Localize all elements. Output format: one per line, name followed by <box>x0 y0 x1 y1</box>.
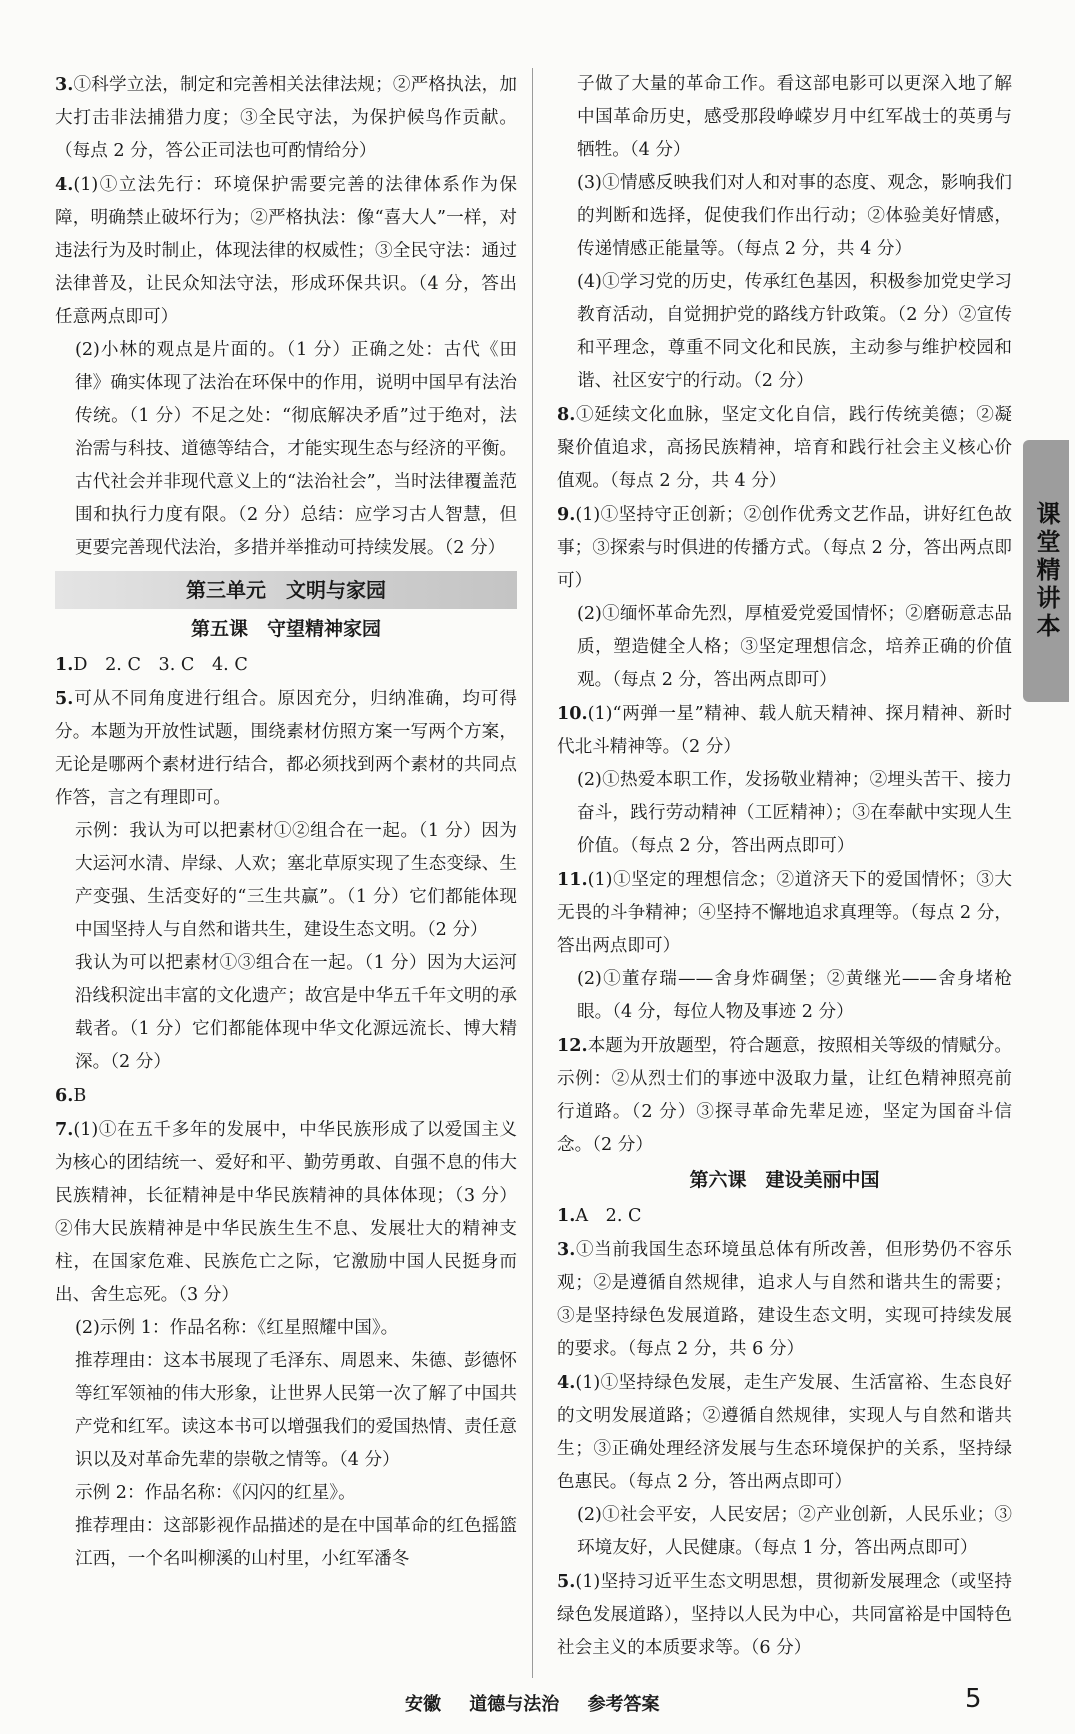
answer-paragraph <box>55 1477 517 1510</box>
answer-text: 子做了大量的革命工作。看这部电影可以更深入地了解中国革命历史，感受那段峥嵘岁月中红军战士的英勇与牺牲。（4 分） <box>577 74 1012 160</box>
answer-text: ①延续文化血脉，坚定文化自信，践行传统美德；②凝聚价值追求，高扬民族精神，培育和践行社会主义核心价值观。（每点 2 分，共 4 分） <box>557 405 1012 491</box>
question-number: 5. <box>55 688 74 709</box>
answer-item <box>55 1079 517 1113</box>
answer-item <box>55 648 517 682</box>
answer-text: 推荐理由：这本书展现了毛泽东、周恩来、朱德、彭德怀等红军领袖的伟大形象，让世界人民第一次了解了中国共产党和红军。读这本书可以增强我们的爱国热情、责任意识以及对革命先辈的崇敬之情等。（4 分） <box>75 1351 517 1470</box>
question-number: 3. <box>55 74 74 95</box>
answer-item <box>557 1233 1012 1366</box>
answer-text: (4)①学习党的历史，传承红色基因，积极参加党史学习教育活动，自觉拥护党的路线方针政策。（2 分）②宣传和平理念，尊重不同文化和民族，主动参与维护校园和谐、社区安宁的行动。（2 分） <box>577 272 1012 391</box>
answer-paragraph <box>557 68 1012 167</box>
answer-paragraph <box>55 815 517 947</box>
question-number: 4. <box>55 174 74 195</box>
question-number: 9. <box>557 504 576 525</box>
question-number: 10. <box>557 703 588 724</box>
answer-text: 示例 2：作品名称：《闪闪的红星》。 <box>75 1483 356 1503</box>
footer-province: 安徽 <box>405 1694 441 1715</box>
answer-item <box>557 1199 1012 1233</box>
answer-item <box>55 168 517 334</box>
question-number: 12. <box>557 1035 588 1056</box>
page-footer <box>0 1684 1075 1720</box>
answer-text: 本题为开放题型，符合题意，按照相关等级的情赋分。示例：②从烈士们的事迹中汲取力量，让红色精神照亮前行道路。（2 分）③探寻革命先辈足迹，坚定为国奋斗信念。（2 分） <box>557 1036 1012 1155</box>
answer-paragraph <box>55 334 517 565</box>
answer-text: (1)①坚定的理想信念；②道济天下的爱国情怀；③大无畏的斗争精神；④坚持不懈地追求真理等。（每点 2 分，答出两点即可） <box>557 870 1012 956</box>
answer-item <box>557 1366 1012 1499</box>
answer-text: (2)示例 1：作品名称：《红星照耀中国》。 <box>75 1318 399 1338</box>
answer-paragraph <box>55 947 517 1079</box>
question-number: 8. <box>557 404 576 425</box>
answer-item <box>557 398 1012 498</box>
left-column <box>55 68 517 1576</box>
answer-paragraph <box>557 167 1012 266</box>
lesson-heading: 第六课 建设美丽中国 <box>689 1169 880 1191</box>
answer-text: (1)①立法先行：环境保护需要完善的法律体系作为保障，明确禁止破坏行为；②严格执法：像“喜大人”一样，对违法行为及时制止，体现法律的权威性；③全民守法：通过法律普及，让民众知法守法，形成环保共识。（4 分，答出任意两点即可） <box>55 175 517 327</box>
answer-item <box>557 1029 1012 1162</box>
answer-paragraph <box>557 266 1012 398</box>
question-number: 7. <box>55 1119 74 1140</box>
answer-item <box>55 68 517 168</box>
answer-text: (2)①热爱本职工作，发扬敬业精神；②埋头苦干、接力奋斗，践行劳动精神（工匠精神）；③在奉献中实现人生价值。（每点 2 分，答出两点即可） <box>577 770 1012 856</box>
question-number: 3. <box>557 1239 576 1260</box>
answer-item <box>557 863 1012 963</box>
answer-text: B <box>73 1086 87 1106</box>
answer-text: (3)①情感反映我们对人和对事的态度、观念，影响我们的判断和选择，促使我们作出行动；②体验美好情感，传递情感正能量等。（每点 2 分，共 4 分） <box>577 173 1012 259</box>
answer-text: (2)①董存瑞——舍身炸碉堡；②黄继光——舍身堵枪眼。（4 分，每位人物及事迹 2 分） <box>577 969 1012 1022</box>
answer-text: 推荐理由：这部影视作品描述的是在中国革命的红色摇篮江西，一个名叫柳溪的山村里，小红军潘冬 <box>75 1516 517 1569</box>
answer-paragraph <box>55 1312 517 1345</box>
answer-text: 可从不同角度进行组合。原因充分，归纳准确，均可得分。本题为开放性试题，围绕素材仿照方案一写两个方案，无论是哪两个素材进行结合，都必须找到两个素材的共同点作答，言之有理即可。 <box>55 689 517 808</box>
answer-text: (1)①坚持守正创新；②创作优秀文艺作品，讲好红色故事；③探索与时俱进的传播方式。（每点 2 分，答出两点即可） <box>557 505 1012 591</box>
question-number: 11. <box>557 869 588 890</box>
column-divider <box>532 68 533 1678</box>
question-number: 1. <box>557 1205 576 1226</box>
question-number: 4. <box>557 1372 576 1393</box>
answer-text: (2)①社会平安，人民安居；②产业创新，人民乐业；③环境友好，人民健康。（每点 1 分，答出两点即可） <box>577 1505 1012 1558</box>
answer-text: (1)“两弹一星”精神、载人航天精神、探月精神、新时代北斗精神等。（2 分） <box>557 704 1012 757</box>
question-number: 1. <box>55 654 74 675</box>
answer-item <box>557 697 1012 764</box>
answer-item <box>557 498 1012 598</box>
answer-item <box>55 682 517 815</box>
answer-text: 我认为可以把素材①③组合在一起。（1 分）因为大运河沿线积淀出丰富的文化遗产；故宫是中华五千年文明的承载者。（1 分）它们都能体现中华文化源远流长、博大精深。（2 分） <box>75 953 517 1072</box>
answer-text: ①当前我国生态环境虽总体有所改善，但形势仍不容乐观；②是遵循自然规律，追求人与自然和谐共生的需要；③是坚持绿色发展道路，建设生态文明，实现可持续发展的要求。（每点 2 分，共 6 分） <box>557 1240 1012 1359</box>
page-number: 5 <box>965 1684 982 1714</box>
lesson-heading: 第五课 守望精神家园 <box>190 618 381 640</box>
answer-text: (2)小林的观点是片面的。（1 分）正确之处：古代《田律》确实体现了法治在环保中的作用，说明中国早有法治传统。（1 分）不足之处：“彻底解决矛盾”过于绝对，法治需与科技、道德等结合，才能实现生态与经济的平衡。古代社会并非现代意义上的“法治社会”，当时法律覆盖范围和执行力度有限。（2 分）总结：应学习古人智慧，但更要完善现代法治，多措并举推动可持续发展。（2 分） <box>75 340 517 558</box>
answer-paragraph <box>557 598 1012 697</box>
side-tab: 课堂精讲本 <box>1023 440 1069 702</box>
question-number: 5. <box>557 1571 576 1592</box>
answer-item <box>557 1565 1012 1665</box>
answer-paragraph <box>55 1345 517 1477</box>
answer-text: A 2. C <box>575 1206 642 1226</box>
answer-text: (1)①在五千多年的发展中，中华民族形成了以爱国主义为核心的团结统一、爱好和平、勤劳勇敢、自强不息的伟大民族精神，长征精神是中华民族精神的具体体现；（3 分）②伟大民族精神是中华民族生生不息、发展壮大的精神支柱，在国家危难、民族危亡之际，它激励中国人民挺身而出、舍生忘死。（3 分） <box>55 1120 517 1305</box>
answer-paragraph <box>557 1499 1012 1565</box>
answer-text: (1)①坚持绿色发展，走生产发展、生活富裕、生态良好的文明发展道路；②遵循自然规律，实现人与自然和谐共生；③正确处理经济发展与生态环境保护的关系，坚持绿色惠民。（每点 2 分，答出两点即可） <box>557 1373 1012 1492</box>
answer-text: D 2. C 3. C 4. C <box>73 655 248 675</box>
answer-item <box>55 1113 517 1312</box>
question-number: 6. <box>55 1085 74 1106</box>
answer-text: (1)坚持习近平生态文明思想，贯彻新发展理念（或坚持绿色发展道路），坚持以人民为中心，共同富裕是中国特色社会主义的本质要求等。（6 分） <box>557 1572 1012 1658</box>
answer-paragraph <box>55 1510 517 1576</box>
footer-subject: 道德与法治 <box>469 1694 560 1715</box>
answer-paragraph <box>557 963 1012 1029</box>
unit-heading: 第三单元 文明与家园 <box>55 571 517 609</box>
answer-paragraph <box>557 764 1012 863</box>
answer-text: 示例：我认为可以把素材①②组合在一起。（1 分）因为大运河水清、岸绿、人欢；塞北草原实现了生态变绿、生产变强、生活变好的“三生共赢”。（1 分）它们都能体现中国坚持人与自然和谐共生，建设生态文明。（2 分） <box>75 821 517 940</box>
answer-text: (2)①缅怀革命先烈，厚植爱党爱国情怀；②磨砺意志品质，塑造健全人格；③坚定理想信念，培养正确的价值观。（每点 2 分，答出两点即可） <box>577 604 1012 690</box>
right-column <box>557 68 1012 1665</box>
footer-label: 参考答案 <box>587 1694 660 1715</box>
answer-text: ①科学立法，制定和完善相关法律法规；②严格执法，加大打击非法捕猎力度；③全民守法，为保护候鸟作贡献。（每点 2 分，答公正司法也可酌情给分） <box>55 75 517 161</box>
